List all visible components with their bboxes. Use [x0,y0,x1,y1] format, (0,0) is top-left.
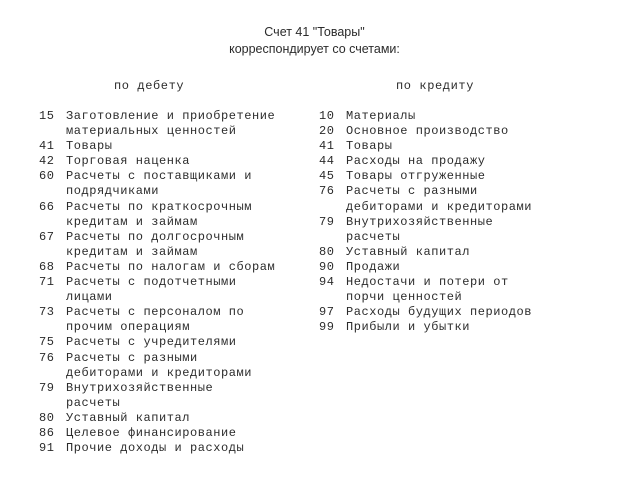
account-name: Внутрихозяйственные [346,214,494,229]
account-code: 75 [39,335,55,350]
account-name: Уставный капитал [346,244,471,259]
account-name-continuation: расчеты [66,395,121,410]
account-code: 80 [319,244,335,259]
page-title: Счет 41 "Товары" [264,25,365,39]
account-code: 79 [39,380,55,395]
account-name-continuation: дебиторами и кредиторами [346,199,533,214]
account-code: 71 [39,275,55,290]
account-name: Недостачи и потери от [346,275,509,290]
credit-column-header: по кредиту [396,79,475,93]
credit-account-row [319,124,609,139]
account-name: Прибыли и убытки [346,320,471,335]
account-name-continuation: расчеты [346,229,401,244]
account-name: Уставный капитал [66,410,191,425]
account-name-continuation: лицами [66,290,113,305]
debit-account-row [39,139,319,154]
debit-account-row [39,275,319,290]
debit-account-row [39,305,319,320]
debit-account-row [39,426,319,441]
credit-account-row [319,305,609,320]
account-code: 60 [39,169,55,184]
account-name: Материалы [346,109,416,123]
account-code: 41 [39,139,55,154]
account-code: 67 [39,229,55,244]
account-code: 99 [319,320,335,335]
debit-account-row [39,441,319,456]
account-code: 41 [319,139,335,154]
account-name: Основное производство [346,124,509,139]
account-code: 76 [319,184,335,199]
debit-account-row [39,335,319,350]
account-name-continuation: кредитам и займам [66,244,198,259]
page-subtitle: корреспондирует со счетами: [229,42,400,56]
account-code: 94 [319,275,335,290]
credit-account-row [319,139,609,154]
account-name-continuation: материальных ценностей [66,124,237,139]
account-name: Расчеты с разными [66,350,198,365]
account-name: Расходы на продажу [346,154,486,169]
account-code: 86 [39,425,55,440]
account-name: Расчеты с разными [346,184,478,199]
debit-account-row [39,260,319,275]
debit-account-row [39,411,319,426]
account-code: 10 [319,109,335,123]
debit-account-row [39,230,319,245]
account-name: Целевое финансирование [66,425,237,440]
account-code: 79 [319,214,335,229]
debit-account-row [39,381,319,396]
account-code: 90 [319,259,335,274]
credit-account-list [319,109,609,335]
account-name: Продажи [346,259,401,274]
debit-account-row [39,200,319,215]
credit-account-row [319,245,609,260]
account-name: Прочие доходы и расходы [66,441,245,456]
account-name-continuation: прочим операциям [66,320,191,335]
account-code: 73 [39,305,55,320]
debit-account-row [39,154,319,169]
credit-account-row [319,154,609,169]
account-code: 44 [319,154,335,169]
account-code: 80 [39,410,55,425]
account-name: Товары отгруженные [346,169,486,184]
account-code: 20 [319,124,335,139]
document-title-block [0,24,629,58]
account-name: Расчеты по краткосрочным [66,199,253,214]
account-name-continuation: подрядчиками [66,184,160,199]
account-name: Внутрихозяйственные [66,380,214,395]
account-code: 42 [39,154,55,169]
credit-account-row [319,184,609,199]
credit-account-row [319,260,609,275]
account-name-continuation: порчи ценностей [346,290,463,305]
debit-account-row [39,169,319,184]
account-name: Расчеты по долгосрочным [66,229,245,244]
account-name: Расчеты с персоналом по [66,305,245,320]
account-name: Товары [346,139,393,154]
account-code: 68 [39,259,55,274]
account-code: 97 [319,305,335,320]
account-name: Торговая наценка [66,154,191,169]
account-name-continuation: дебиторами и кредиторами [66,365,253,380]
account-name: Заготовление и приобретение [66,109,276,123]
account-code: 91 [39,441,55,456]
debit-account-list [39,109,319,456]
account-code: 15 [39,109,55,123]
account-name: Расчеты с поставщиками и [66,169,253,184]
credit-account-row [319,275,609,290]
account-name: Товары [66,139,113,154]
account-name: Расходы будущих периодов [346,305,533,320]
account-name-continuation: кредитам и займам [66,214,198,229]
debit-account-row [39,351,319,366]
debit-column-header: по дебету [114,79,185,93]
debit-account-row [39,109,319,124]
credit-account-row [319,169,609,184]
account-name: Расчеты с учредителями [66,335,237,350]
account-name: Расчеты с подотчетными [66,275,237,290]
credit-account-row [319,320,609,335]
account-code: 66 [39,199,55,214]
account-name: Расчеты по налогам и сборам [66,259,276,274]
account-code: 45 [319,169,335,184]
column-headers [0,79,629,97]
account-code: 76 [39,350,55,365]
credit-account-row [319,215,609,230]
credit-account-row [319,109,609,124]
